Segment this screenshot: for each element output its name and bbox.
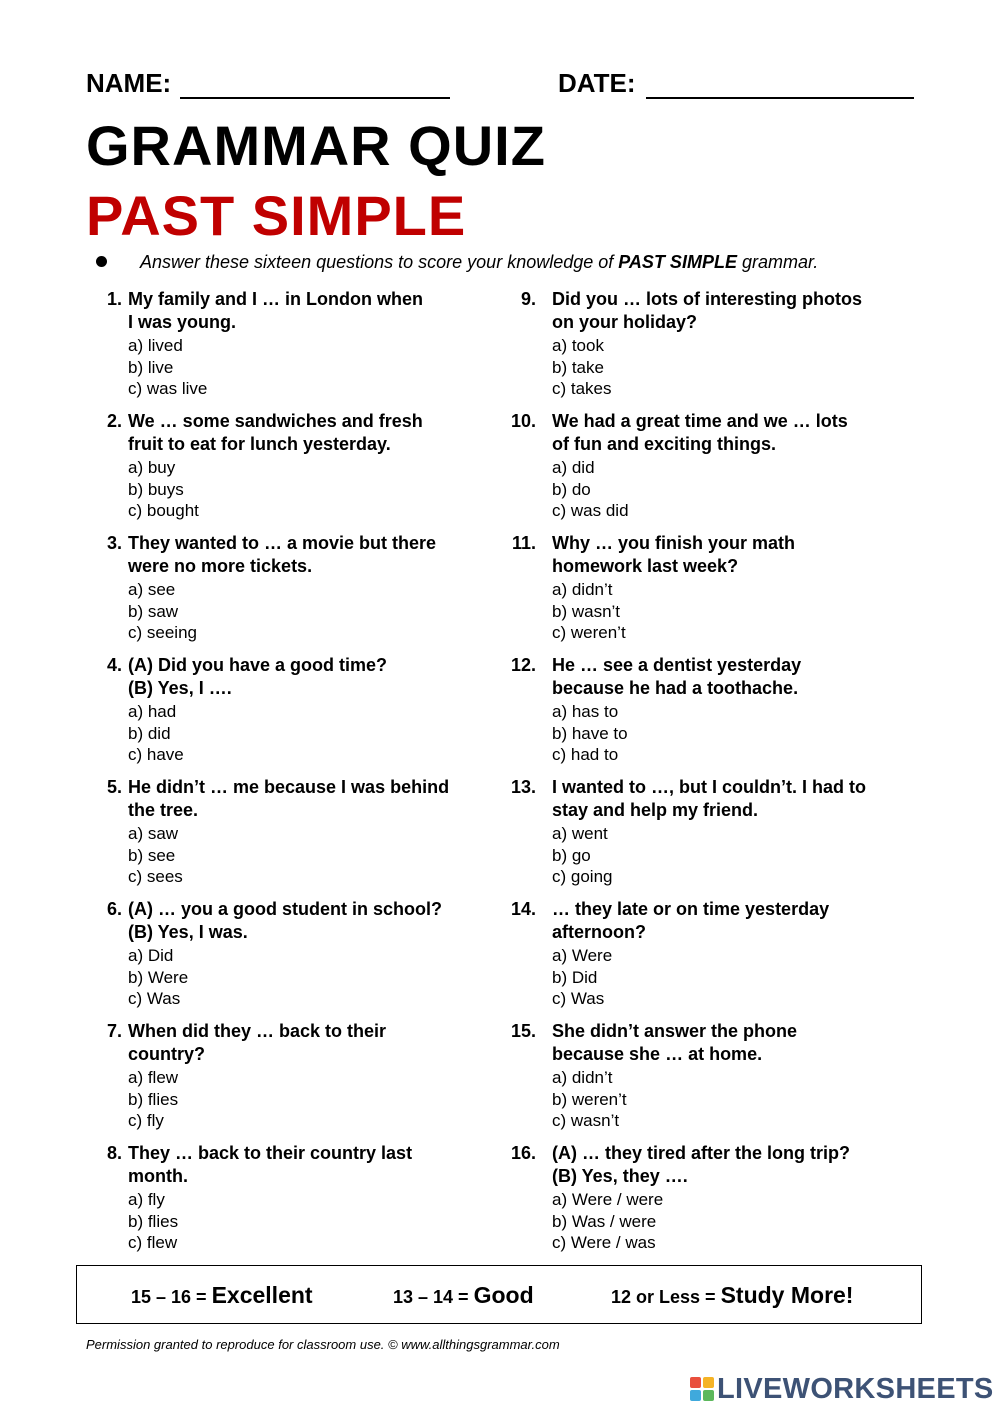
question-text: Did you … lots of interesting photos on your holiday? — [552, 289, 862, 332]
question-number: 11. — [511, 533, 536, 553]
question-text: They … back to their country last month. — [128, 1143, 413, 1186]
answer-option[interactable]: b) do — [552, 479, 591, 499]
answer-option[interactable]: c) fly — [128, 1111, 164, 1130]
question-text: … they late or on time yesterday afternoon? — [552, 899, 830, 942]
answer-option[interactable]: c) bought — [128, 501, 199, 520]
question-item — [86, 776, 506, 898]
question-text: (A) Did you have a good time? (B) Yes, I …. — [128, 655, 388, 698]
answer-options — [552, 945, 612, 1010]
question-number: 14. — [510, 899, 536, 919]
question-text: He … see a dentist yesterday because he had a toothache. — [552, 655, 802, 698]
question-item — [86, 1142, 506, 1264]
name-label: NAME: — [86, 68, 172, 98]
liveworksheets-logo-icon — [690, 1377, 714, 1401]
permission-notice: Permission granted to reproduce for classroom use. © www.allthingsgrammar.com — [86, 1337, 560, 1352]
question-number: 7. — [106, 1021, 122, 1041]
question-number: 3. — [106, 533, 122, 553]
instructions-text-before: Answer these sixteen questions to score your knowledge of — [140, 252, 619, 272]
question-text: He didn’t … me because I was behind the tree. — [128, 777, 450, 820]
score-item-study-more — [611, 1282, 853, 1309]
question-item — [508, 1142, 928, 1264]
answer-option[interactable]: a) fly — [128, 1190, 165, 1209]
answer-option[interactable]: b) take — [552, 357, 604, 377]
answer-option[interactable]: c) was did — [552, 501, 629, 520]
answer-option[interactable]: c) Were / was — [552, 1233, 656, 1252]
logo-square — [690, 1390, 701, 1401]
score-range: 12 or Less = — [611, 1287, 721, 1307]
question-item — [508, 288, 928, 410]
question-number: 12. — [510, 655, 536, 675]
answer-option[interactable]: a) didn’t — [552, 580, 613, 599]
question-item — [508, 654, 928, 776]
answer-options — [552, 1067, 627, 1132]
question-number: 8. — [106, 1143, 122, 1163]
score-label: Good — [473, 1282, 534, 1308]
answer-option[interactable]: b) flies — [128, 1089, 179, 1109]
answer-options — [552, 335, 612, 400]
answer-option[interactable]: c) going — [552, 867, 613, 886]
answer-option[interactable]: b) buys — [128, 479, 184, 499]
answer-options — [128, 823, 183, 888]
liveworksheets-logo-text: LIVEWORKSHEETS — [717, 1372, 994, 1405]
question-item — [86, 654, 506, 776]
answer-option[interactable]: a) flew — [128, 1068, 179, 1087]
question-text: I wanted to …, but I couldn’t. I had to stay and help my friend. — [552, 777, 866, 820]
logo-square — [703, 1377, 714, 1388]
name-blank-line[interactable] — [180, 97, 450, 99]
answer-option[interactable]: b) live — [128, 357, 174, 377]
question-item — [508, 1020, 928, 1142]
answer-option[interactable]: b) weren’t — [552, 1089, 627, 1109]
question-number: 1. — [106, 289, 122, 309]
answer-option[interactable]: a) buy — [128, 458, 176, 477]
answer-options — [552, 823, 612, 888]
logo-square — [690, 1377, 701, 1388]
question-number: 6. — [106, 899, 122, 919]
answer-option[interactable]: c) weren’t — [552, 623, 626, 642]
answer-option[interactable]: a) went — [552, 824, 608, 843]
answer-options — [128, 1189, 178, 1254]
answer-option[interactable]: a) saw — [128, 824, 179, 843]
question-number: 4. — [106, 655, 122, 675]
answer-option[interactable]: a) had — [128, 702, 177, 721]
question-number: 9. — [520, 289, 536, 309]
answer-options — [128, 579, 197, 644]
question-text: (A) … they tired after the long trip? (B) Yes, they …. — [552, 1143, 851, 1186]
question-text: (A) … you a good student in school? (B) Yes, I was. — [128, 899, 442, 942]
answer-option[interactable]: c) was live — [128, 379, 208, 398]
answer-option[interactable]: b) go — [552, 845, 591, 865]
answer-option[interactable]: c) wasn’t — [552, 1111, 620, 1130]
answer-option[interactable]: c) Was — [552, 989, 605, 1008]
answer-options — [128, 457, 199, 522]
answer-option[interactable]: c) had to — [552, 745, 619, 764]
answer-option[interactable]: c) takes — [552, 379, 612, 398]
answer-option[interactable]: a) Were — [552, 946, 613, 965]
answer-option[interactable]: a) didn’t — [552, 1068, 613, 1087]
answer-option[interactable]: a) Did — [128, 946, 174, 965]
page-subtitle: PAST SIMPLE — [86, 184, 467, 247]
answer-options — [552, 457, 629, 522]
header-row — [86, 68, 916, 108]
answer-option[interactable]: b) saw — [128, 601, 179, 621]
instructions-text — [140, 252, 818, 273]
scoring-box — [76, 1265, 922, 1324]
question-item — [508, 898, 928, 1020]
answer-options — [128, 335, 207, 400]
score-label: Excellent — [211, 1282, 313, 1308]
answer-option[interactable]: b) see — [128, 845, 176, 865]
question-item — [508, 776, 928, 898]
answer-option[interactable]: b) wasn’t — [552, 601, 621, 621]
question-number: 13. — [510, 777, 536, 797]
date-label: DATE: — [558, 68, 636, 98]
answer-options — [128, 701, 184, 766]
questions-column-right — [508, 288, 928, 1264]
question-number: 10. — [510, 411, 536, 431]
instructions-text-bold: PAST SIMPLE — [618, 252, 737, 272]
question-text: We … some sandwiches and fresh fruit to eat for lunch yesterday. — [128, 411, 423, 454]
question-item — [86, 288, 506, 410]
question-item — [86, 532, 506, 654]
answer-option[interactable]: b) flies — [128, 1211, 179, 1231]
answer-option[interactable]: a) see — [128, 580, 176, 599]
questions-column-left — [86, 288, 506, 1264]
logo-square — [703, 1390, 714, 1401]
answer-option[interactable]: b) Were — [128, 967, 189, 987]
question-text: When did they … back to their country? — [128, 1021, 387, 1064]
score-range: 13 – 14 = — [393, 1287, 474, 1307]
question-number: 5. — [106, 777, 122, 797]
question-number: 2. — [106, 411, 122, 431]
answer-options — [128, 945, 188, 1010]
answer-option[interactable]: a) took — [552, 336, 604, 355]
question-item — [86, 1020, 506, 1142]
liveworksheets-logo[interactable] — [690, 1374, 994, 1404]
score-item-excellent — [131, 1282, 313, 1309]
bullet-icon — [96, 256, 107, 267]
answer-option[interactable]: c) sees — [128, 867, 183, 886]
answer-option[interactable]: a) Were / were — [552, 1190, 664, 1209]
score-label: Study More! — [720, 1282, 854, 1308]
question-item — [86, 898, 506, 1020]
answer-option[interactable]: c) flew — [128, 1233, 178, 1252]
score-item-good — [393, 1282, 534, 1309]
question-text: She didn’t answer the phone because she … at home. — [552, 1021, 798, 1064]
answer-option[interactable]: b) did — [128, 723, 171, 743]
question-item — [508, 410, 928, 532]
question-number: 15. — [510, 1021, 536, 1041]
answer-option[interactable]: c) have — [128, 745, 184, 764]
page-title: GRAMMAR QUIZ — [86, 114, 546, 177]
question-text: They wanted to … a movie but there were no more tickets. — [128, 533, 437, 576]
answer-option[interactable]: c) seeing — [128, 623, 197, 642]
answer-option[interactable]: a) did — [552, 458, 595, 477]
question-item — [508, 532, 928, 654]
answer-option[interactable]: c) Was — [128, 989, 181, 1008]
question-item — [86, 410, 506, 532]
answer-option[interactable]: b) have to — [552, 723, 628, 743]
answer-options — [128, 1067, 178, 1132]
answer-options — [552, 1189, 663, 1254]
instructions-text-after: grammar. — [736, 252, 819, 272]
answer-options — [552, 701, 628, 766]
answer-option[interactable]: a) has to — [552, 702, 619, 721]
answer-option[interactable]: a) lived — [128, 336, 183, 355]
answer-option[interactable]: b) Was / were — [552, 1211, 657, 1231]
date-blank-line[interactable] — [646, 97, 914, 99]
answer-option[interactable]: b) Did — [552, 967, 598, 987]
score-range: 15 – 16 = — [131, 1287, 212, 1307]
question-text: My family and I … in London when I was young. — [128, 289, 424, 332]
question-number: 16. — [510, 1143, 536, 1163]
answer-options — [552, 579, 626, 644]
question-text: Why … you finish your math homework last week? — [552, 533, 796, 576]
question-text: We had a great time and we … lots of fun and exciting things. — [552, 411, 848, 454]
